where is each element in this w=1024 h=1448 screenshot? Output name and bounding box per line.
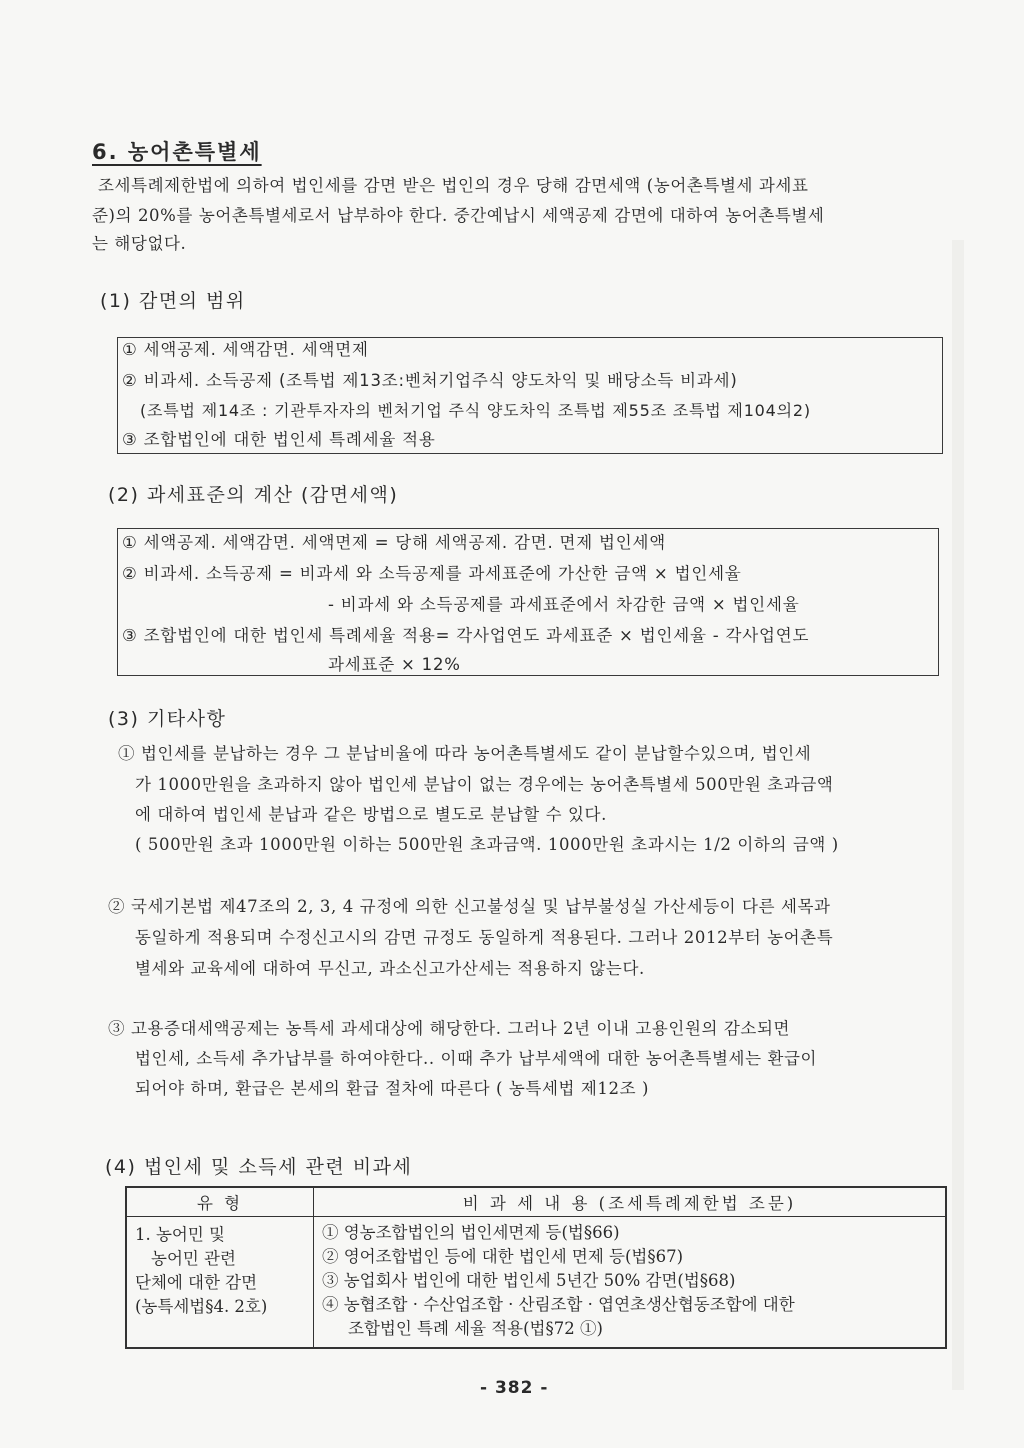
- type-line: 단체에 대한 감면: [135, 1273, 258, 1292]
- table-cell-type: [126, 1217, 314, 1349]
- section2-heading: (2) 과세표준의 계산 (감면세액): [108, 484, 399, 506]
- section2-line: 과세표준 × 12%: [328, 655, 461, 674]
- section2-line: - 비과세 와 소득공제를 과세표준에서 차감한 금액 × 법인세율: [328, 595, 800, 614]
- section2-line: ③ 조합법인에 대한 법인세 특례세율 적용= 각사업연도 과세표준 × 법인세율 - 각사업연도: [122, 626, 810, 645]
- section4-heading: (4) 법인세 및 소득세 관련 비과세: [105, 1156, 413, 1178]
- scan-shadow: [952, 240, 964, 1390]
- section1-line: ① 세액공제. 세액감면. 세액면제: [122, 340, 369, 359]
- section3-item1-line: ① 법인세를 분납하는 경우 그 분납비율에 따라 농어촌특별세도 같이 분납할수있으며, 법인세: [118, 744, 812, 763]
- non-taxation-table: [125, 1186, 947, 1349]
- type-line: 1. 농어민 및: [135, 1225, 225, 1244]
- table-row: [126, 1217, 946, 1349]
- section1-line: ② 비과세. 소득공제 (조특법 제13조:벤처기업주식 양도차익 및 배당소득 비과세): [122, 371, 738, 390]
- intro-line: 준)의 20%를 농어촌특별세로서 납부하야 한다. 중간예납시 세액공제 감면에 대하여 농어촌특별세: [92, 206, 825, 225]
- section3-heading: (3) 기타사항: [108, 708, 227, 730]
- content-line: ④ 농협조합 · 수산업조합 · 산림조합 · 엽연초생산협동조합에 대한: [322, 1295, 795, 1314]
- section3-item1-line: 가 1000만원을 초과하지 않아 법인세 분납이 없는 경우에는 농어촌특별세 500만원 초과금액: [135, 775, 834, 794]
- table-header-content: 비 과 세 내 용 (조세특례제한법 조문): [314, 1187, 947, 1217]
- section3-item1-line: ( 500만원 초과 1000만원 이하는 500만원 초과금액. 1000만원 초과시는 1/2 이하의 금액 ): [135, 835, 839, 854]
- intro-line: 조세특례제한법에 의하여 법인세를 감면 받은 법인의 경우 당해 감면세액 (농어촌특별세 과세표: [98, 176, 809, 195]
- type-line: 농어민 관련: [151, 1249, 236, 1268]
- section3-item3-line: 되어야 하며, 환급은 본세의 환급 절차에 따른다 ( 농특세법 제12조 ): [135, 1079, 650, 1098]
- section3-item2-line: ② 국세기본법 제47조의 2, 3, 4 규정에 의한 신고불성실 및 납부불성실 가산세등이 다른 세목과: [108, 897, 831, 916]
- content-line: 조합법인 특례 세율 적용(법§72 ①): [348, 1319, 603, 1338]
- table-header-row: [126, 1187, 946, 1217]
- page-number: - 382 -: [480, 1378, 549, 1398]
- section3-item3-line: 법인세, 소득세 추가납부를 하여야한다.. 이때 추가 납부세액에 대한 농어촌특별세는 환급이: [135, 1049, 818, 1068]
- section1-line: ③ 조합법인에 대한 법인세 특례세율 적용: [122, 430, 436, 449]
- type-line: (농특세법§4. 2호): [135, 1297, 268, 1316]
- table-header-type: 유 형: [126, 1187, 314, 1217]
- section2-line: ① 세액공제. 세액감면. 세액면제 = 당해 세액공제. 감면. 면제 법인세액: [122, 533, 667, 552]
- section3-item1-line: 에 대하여 법인세 분납과 같은 방법으로 별도로 분납할 수 있다.: [135, 805, 607, 824]
- section3-item3-line: ③ 고용증대세액공제는 농특세 과세대상에 해당한다. 그러나 2년 이내 고용인원의 감소되면: [108, 1019, 791, 1038]
- section1-line: (조특법 제14조 : 기관투자자의 벤처기업 주식 양도차익 조특법 제55조 조특법 제104의2): [140, 401, 811, 420]
- table-cell-content: [314, 1217, 947, 1349]
- section1-heading: (1) 감면의 범위: [100, 290, 246, 312]
- content-line: ③ 농업회사 법인에 대한 법인세 5년간 50% 감면(법§68): [322, 1271, 736, 1290]
- section3-item2-line: 동일하게 적용되며 수정신고시의 감면 규정도 동일하게 적용된다. 그러나 2012부터 농어촌특: [135, 928, 834, 947]
- section2-line: ② 비과세. 소득공제 = 비과세 와 소득공제를 과세표준에 가산한 금액 × 법인세율: [122, 564, 742, 583]
- section3-item2-line: 별세와 교육세에 대하여 무신고, 과소신고가산세는 적용하지 않는다.: [135, 959, 645, 978]
- content-line: ① 영농조합법인의 법인세면제 등(법§66): [322, 1223, 620, 1242]
- intro-line: 는 해당없다.: [92, 234, 187, 253]
- content-line: ② 영어조합법인 등에 대한 법인세 면제 등(법§67): [322, 1247, 684, 1266]
- section-title: 6. 농어촌특별세: [92, 140, 262, 164]
